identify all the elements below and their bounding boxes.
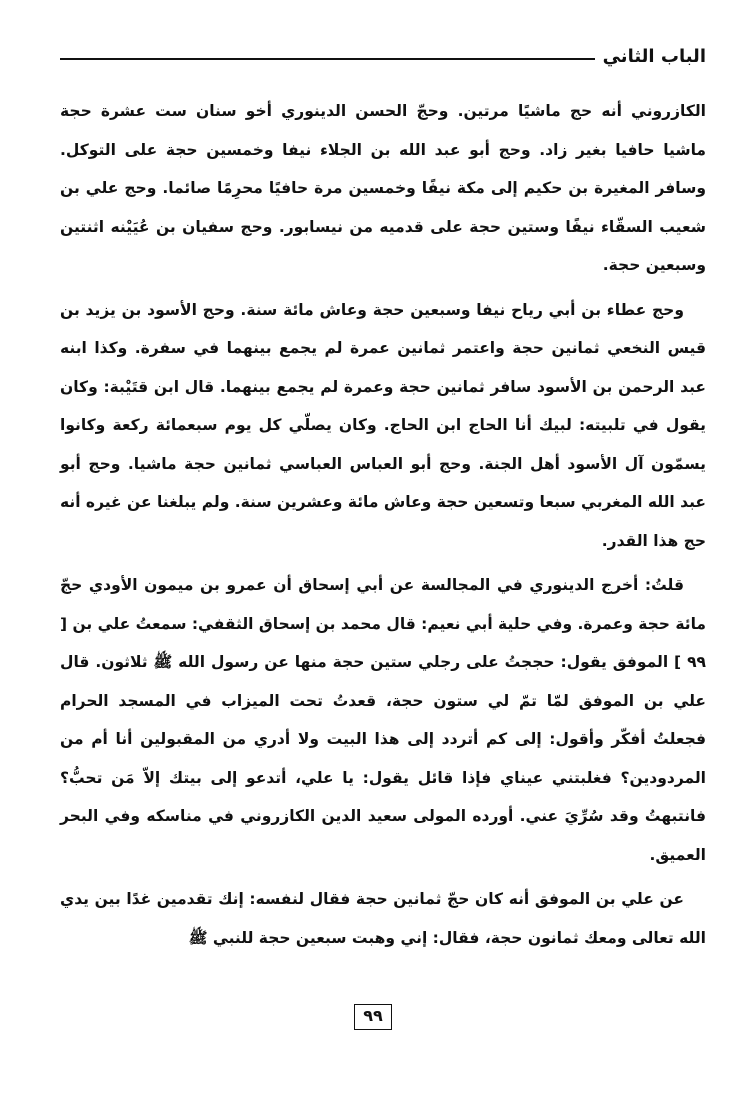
page-number: ٩٩ [354, 1004, 392, 1030]
chapter-title: الباب الثاني [595, 42, 706, 72]
running-header [60, 42, 706, 72]
header-rule [60, 58, 598, 60]
paragraph-1: الكازروني أنه حج ماشيًا مرتين. وحجّ الحسن الدينوري أخو سنان ست عشرة حجة ماشيا حافيا بغير زاد. وحج أبو عبد الله بن الجلاء نيفا وخمسين حجة على التوكل. وسافر المغيرة بن حكيم إلى مكة نيفًا وخمسين مرة حافيًا محرِمًا صائما. وحج علي بن شعيب السقّاء نيفًا وستين حجة على قدميه من نيسابور. وحج سفيان بن عُيَيْنه اثنتين وسبعين حجة. [60, 102, 706, 274]
paragraph-2: وحج عطاء بن أبي رياح نيفا وسبعين حجة وعاش مائة سنة. وحج الأسود بن يزيد بن قيس النخعي ثمانين حجة واعتمر ثمانين عمرة لم يجمع بينهما في سفرة. وكذا ابنه عبد الرحمن بن الأسود سافر ثمانين حجة وعمرة لم يجمع بينهما. قال ابن قتَيْبة: وكان يقول في تلبيته: لبيك أنا الحاج ابن الحاج. وكان يصلّي كل يوم سبعمائة ركعة وكانوا يسمّون آل الأسود أهل الجنة. وحج أبو العباس العباسي ثمانين حجة ماشيا. وحج أبو عبد الله المغربي سبعا وتسعين حجة وعاش مائة وعشرين سنة. ولم يبلغنا عن غيره أنه حج هذا القدر. [60, 300, 706, 550]
body-text [60, 92, 706, 963]
paragraph-4: عن علي بن الموفق أنه كان حجّ ثمانين حجة فقال لنفسه: إنك تقدمين غدًا بين يدي الله تعالى ومعك ثمانون حجة، فقال: إني وهبت سبعين حجة للنبي ﷺ [60, 890, 706, 947]
paragraph-3: قلتُ: أخرج الدينوري في المجالسة عن أبي إسحاق أن عمرو بن ميمون الأودي حجّ مائة حجة وعمرة. وفي حلية أبي نعيم: قال محمد بن إسحاق الثقفي: سمعتُ علي بن [ ٩٩ ] الموفق يقول: حججتُ على رجلي ستين حجة منها عن رسول الله ﷺ ثلاثون. قال علي بن الموفق لمّا تمّ لي ستون حجة، قعدتُ تحت الميزاب في المسجد الحرام فجعلتُ أفكّر وأقول: إلى كم أتردد إلى هذا البيت ولا أدري من المقبولين أنا أم من المردودين؟ فغلبتني عيناي فإذا قائل يقول: يا علي، أتدعو إلى بيتك إلاّ مَن تحبُّ؟ فانتبهتُ وقد سُرِّيَ عني. أورده المولى سعيد الدين الكازروني في مناسكه وفي البحر العميق. [60, 576, 706, 864]
